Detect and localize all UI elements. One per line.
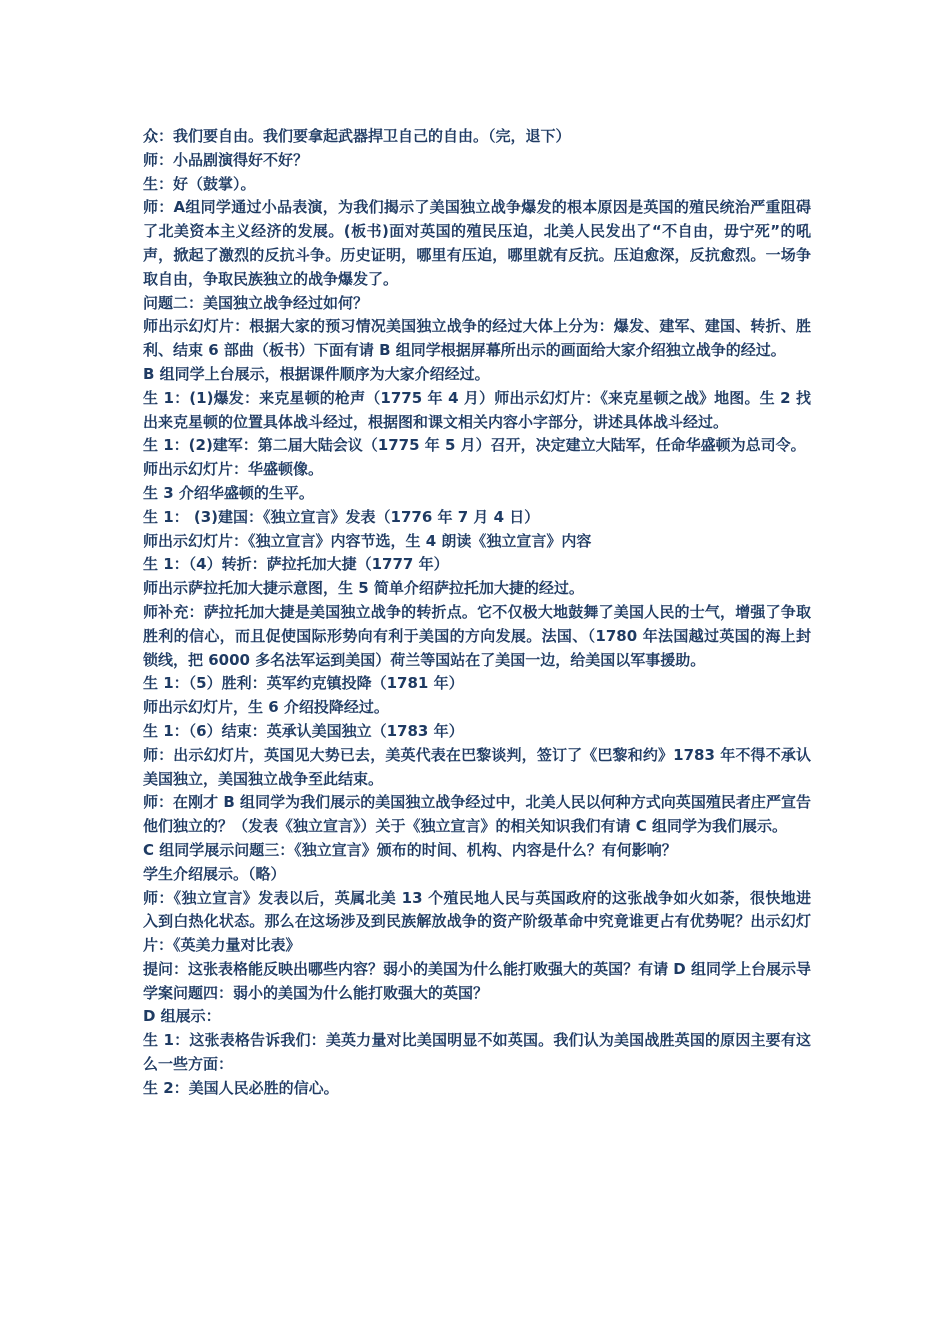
paragraph: 学生介绍展示。（略）: [143, 864, 286, 883]
document-body: [143, 125, 811, 1101]
paragraph: B 组同学上台展示，根据课件顺序为大家介绍经过。: [143, 364, 490, 383]
paragraph: 生 2：美国人民必胜的信心。: [143, 1078, 339, 1097]
paragraph: 师：在刚才 B 组同学为我们展示的美国独立战争经过中，北美人民以何种方式向英国殖民者庄严宣告他们独立的？（发表《独立宣言》）关于《独立宣言》的相关知识我们有请 C 组同学为我们展示。: [143, 793, 811, 836]
paragraph: 生 3 介绍华盛顿的生平。: [143, 483, 314, 502]
paragraph: 生 1：（5）胜利：英军约克镇投降（1781 年）: [143, 674, 464, 693]
question-heading: 问题二：美国独立战争经过如何？: [143, 293, 369, 312]
paragraph: 师出示幻灯片：《独立宣言》内容节选，生 4 朗读《独立宣言》内容: [143, 531, 592, 550]
paragraph: 生 1：(2)建军：第二届大陆会议（1775 年 5 月）召开，决定建立大陆军，任命华盛顿为总司令。: [143, 436, 806, 455]
paragraph: D 组展示：: [143, 1007, 221, 1026]
paragraph: C 组同学展示问题三：《独立宣言》颁布的时间、机构、内容是什么？有何影响？: [143, 840, 677, 859]
paragraph: 师出示幻灯片：根据大家的预习情况美国独立战争的经过大体上分为：爆发、建军、建国、转折、胜利、结束 6 部曲（板书）下面有请 B 组同学根据屏幕所出示的画面给大家介绍独立战争的经过。: [143, 317, 811, 360]
paragraph: 师补充：萨拉托加大捷是美国独立战争的转折点。它不仅极大地鼓舞了美国人民的士气，增强了争取胜利的信心，而且促使国际形势向有利于美国的方向发展。法国、（1780 年法国越过英国的海上封锁线，把 6000 多名法军运到美国）荷兰等国站在了美国一边，给美国以军事援助。: [143, 602, 811, 669]
paragraph: 师：A组同学通过小品表演，为我们揭示了美国独立战争爆发的根本原因是英国的殖民统治严重阻碍了北美资本主义经济的发展。(板书)面对英国的殖民压迫，北美人民发出了“不自由，毋宁死”的吼声，掀起了激烈的反抗斗争。历史证明，哪里有压迫，哪里就有反抗。压迫愈深，反抗愈烈。一场争取自由，争取民族独立的战争爆发了。: [143, 198, 811, 288]
paragraph: 提问：这张表格能反映出哪些内容？弱小的美国为什么能打败强大的英国？有请 D 组同学上台展示导学案问题四：弱小的美国为什么能打败强大的英国？: [143, 959, 811, 1002]
paragraph: 生 1： (3)建国：《独立宣言》发表（1776 年 7 月 4 日）: [143, 507, 540, 526]
paragraph: 师：《独立宣言》发表以后，英属北美 13 个殖民地人民与英国政府的这张战争如火如荼，很快地进入到白热化状态。那么在这场涉及到民族解放战争的资产阶级革命中究竟谁更占有优势呢？出示幻灯片：《英美力量对比表》: [143, 888, 811, 955]
paragraph: 师：小品剧演得好不好？: [143, 150, 309, 169]
paragraph: 生 1：（4）转折：萨拉托加大捷（1777 年）: [143, 555, 449, 574]
paragraph: 生 1：（6）结束：英承认美国独立（1783 年）: [143, 721, 464, 740]
paragraph: 师：出示幻灯片，英国见大势已去，美英代表在巴黎谈判，签订了《巴黎和约》1783 年不得不承认美国独立，美国独立战争至此结束。: [143, 745, 811, 788]
paragraph: 师出示萨拉托加大捷示意图，生 5 简单介绍萨拉托加大捷的经过。: [143, 579, 584, 598]
paragraph: 师出示幻灯片：华盛顿像。: [143, 460, 324, 479]
paragraph: 众：我们要自由。我们要拿起武器捍卫自己的自由。（完，退下）: [143, 127, 571, 145]
paragraph: 生 1：这张表格告诉我们：美英力量对比美国明显不如英国。我们认为美国战胜英国的原因主要有这么一些方面：: [143, 1031, 811, 1074]
paragraph: 师出示幻灯片，生 6 介绍投降经过。: [143, 698, 389, 717]
paragraph: 生：好（鼓掌）。: [143, 174, 256, 193]
paragraph: 生 1：(1)爆发：来克星顿的枪声（1775 年 4 月）师出示幻灯片：《来克星顿之战》地图。生 2 找出来克星顿的位置具体战斗经过，根据图和课文相关内容小字部分，讲述具体战斗经过。: [143, 388, 811, 431]
